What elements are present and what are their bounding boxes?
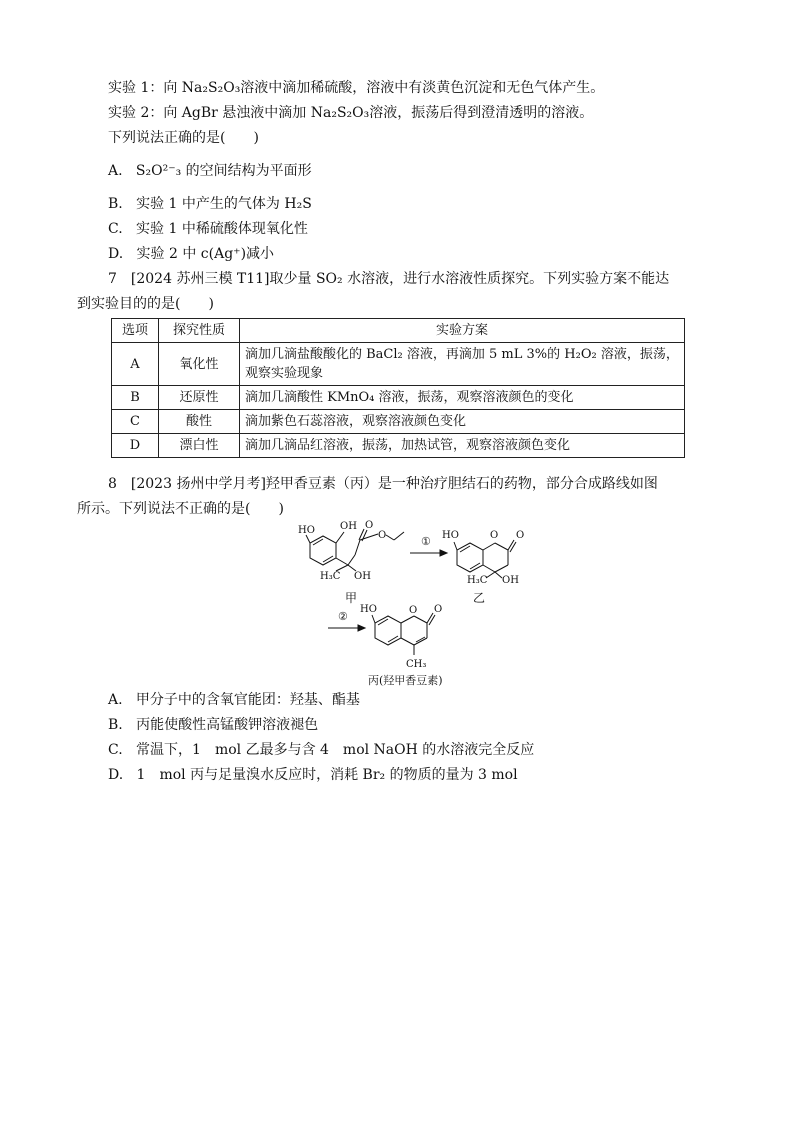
table-row [112,343,685,386]
table-row [112,434,685,458]
table-cell-property: 漂白性 [159,434,240,458]
table-cell-property: 氧化性 [159,343,240,386]
q8-option-a: A. 甲分子中的含氧官能团：羟基、酯基 [108,692,360,708]
table-cell-property: 酸性 [159,410,240,434]
step-2-label: ② [338,610,348,623]
bing-ring-o-label: O [409,605,418,616]
table-row [112,386,685,410]
question-8-stem-line1: 8 [2023 扬州中学月考]羟甲香豆素（丙）是一种治疗胆结石的药物，部分合成路线如图 [108,476,658,492]
jia-carbonyl-o-label: O [365,520,374,531]
yi-oh-label: OH [502,575,519,586]
table-cell-option: A [112,343,159,386]
question-7-stem-line2: 到实验目的的是( ) [77,296,214,312]
yi-carbonyl-o-label: O [516,530,525,541]
jia-ho-label: HO [298,525,315,536]
q6-option-c: C. 实验 1 中稀硫酸体现氧化性 [108,221,308,237]
table-cell-plan: 滴加紫色石蕊溶液，观察溶液颜色变化 [240,410,685,434]
synthesis-scheme [290,518,540,690]
yi-compound-label: 乙 [473,591,486,605]
table-cell-option: B [112,386,159,410]
jia-h3c-label: H₃C [320,571,341,582]
jia-benzene-ring [310,536,336,565]
table-header-plan: 实验方案 [240,319,685,343]
q6-option-b: B. 实验 1 中产生的气体为 H₂S [108,196,312,212]
jia-oh-label: OH [354,571,371,582]
bing-ch3-label: CH₃ [406,659,427,670]
question-6-stem: 下列说法正确的是( ) [108,130,259,146]
table-cell-plan: 滴加几滴盐酸酸化的 BaCl₂ 溶液，再滴加 5 mL 3%的 H₂O₂ 溶液，振荡， 观察实验现象 [240,343,685,386]
q8-option-c: C. 常温下，1 mol 乙最多与含 4 mol NaOH 的水溶液完全反应 [108,742,535,758]
table-cell-property: 还原性 [159,386,240,410]
yi-ho-label: HO [442,530,459,541]
experiment-2-text: 实验 2：向 AgBr 悬浊液中滴加 Na₂S₂O₃溶液，振荡后得到澄清透明的溶液。 [108,105,594,121]
table-cell-plan: 滴加几滴品红溶液，振荡，加热试管，观察溶液颜色变化 [240,434,685,458]
question-8-stem-line2: 所示。下列说法不正确的是( ) [77,501,284,517]
bing-compound-label: 丙(羟甲香豆素) [368,674,443,687]
bing-ho-label: HO [360,604,377,615]
bing-carbonyl-o-label: O [434,604,443,615]
jia-oh-top-label: OH [340,521,357,532]
jia-compound-label: 甲 [345,591,358,605]
question-7-stem-line1: 7 [2024 苏州三模 T11]取少量 SO₂ 水溶液，进行水溶液性质探究。下列实验方案不能达 [108,271,670,287]
q6-option-d: D. 实验 2 中 c(Ag⁺)减小 [108,246,275,262]
q6-option-a: A. S₂O²⁻₃ 的空间结构为平面形 [108,163,312,179]
step-1-label: ① [421,535,431,548]
q8-option-b: B. 丙能使酸性高锰酸钾溶液褪色 [108,717,319,733]
table-cell-option: C [112,410,159,434]
table-header-row [112,319,685,343]
q8-option-d: D. 1 mol 丙与足量溴水反应时，消耗 Br₂ 的物质的量为 3 mol [108,767,518,783]
experiment-1-text: 实验 1：向 Na₂S₂O₃溶液中滴加稀硫酸，溶液中有淡黄色沉淀和无色气体产生。 [108,80,605,96]
table-header-option: 选项 [112,319,159,343]
yi-ring-o-label: O [490,530,499,541]
table-cell-option: D [112,434,159,458]
table-row [112,410,685,434]
table-header-property: 探究性质 [159,319,240,343]
bing-benzene-ring [375,616,401,645]
yi-h3c-label: H₃C [467,575,488,586]
table-cell-plan: 滴加几滴酸性 KMnO₄ 溶液，振荡，观察溶液颜色的变化 [240,386,685,410]
jia-ester-o-label: O [378,530,387,541]
experiment-table [111,318,685,458]
yi-benzene-ring [457,543,483,572]
